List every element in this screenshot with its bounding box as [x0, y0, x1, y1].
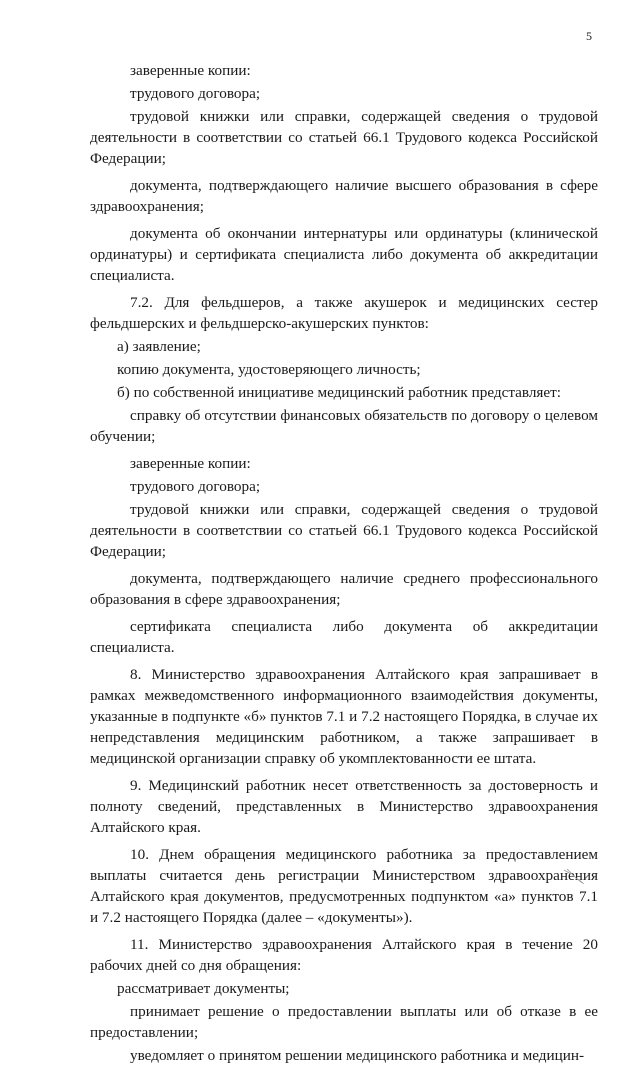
paragraph: справку об отсутствии финансовых обязательств по договору о целевом обучении;: [90, 407, 598, 445]
paragraph: принимает решение о предоставлении выплаты или об отказе в ее предоставлении;: [90, 1003, 598, 1041]
paragraph: документа об окончании интернатуры или ординатуры (клинической ординатуры) и сертификата специалиста либо документа об аккредитации специалиста.: [90, 225, 598, 284]
paragraph: 11. Министерство здравоохранения Алтайского края в течение 20 рабочих дней со дня обращения:: [90, 936, 598, 974]
paragraph: документа, подтверждающего наличие высшего образования в сфере здравоохранения;: [90, 177, 598, 215]
paragraph: трудового договора;: [130, 85, 261, 102]
paragraph: заверенные копии:: [130, 455, 251, 472]
paragraph: копию документа, удостоверяющего личность;: [117, 361, 421, 378]
paragraph: 7.2. Для фельдшеров, а также акушерок и медицинских сестер фельдшерских и фельдшерско-акушерских пунктов:: [90, 294, 598, 332]
paragraph: уведомляет о принятом решении медицинского работника и медицин-: [130, 1047, 585, 1064]
paragraph: заверенные копии:: [130, 62, 251, 79]
paragraph: сертификата специалиста либо документа об аккредитации специалиста.: [90, 618, 598, 656]
paragraph: 9. Медицинский работник несет ответственность за достоверность и полноту сведений, представленных в Министерство здравоохранения Алтайского края.: [90, 777, 598, 836]
paragraph: документа, подтверждающего наличие среднего профессионального образования в сфере здравоохранения;: [90, 570, 598, 608]
document-body: [90, 60, 598, 1068]
page-number: 5: [586, 29, 592, 43]
paragraph: трудового договора;: [130, 478, 261, 495]
paragraph: трудовой книжки или справки, содержащей сведения о трудовой деятельности в соответствии со статьей 66.1 Трудового кодекса Российской Федерации;: [90, 108, 598, 167]
paragraph: рассматривает документы;: [117, 980, 290, 997]
initials-mark: [562, 866, 586, 886]
paragraph: 10. Днем обращения медицинского работника за предоставлением выплаты считается день регистрации Министерством здравоохранения Алтайского края документов, предусмотренных подпунктом «а» пунктов 7.1 и 7.2 настоящего Порядка (далее – «документы»).: [90, 846, 598, 926]
paragraph: 8. Министерство здравоохранения Алтайского края запрашивает в рамках межведомственного информационного взаимодействия документы, указанные в подпункте «б» пунктов 7.1 и 7.2 настоящего Порядка, в случае их непредставления медицинским работником, а также запрашивает в медицинской организации справку об укомплектованности ее штата.: [90, 666, 598, 767]
paragraph: а) заявление;: [117, 338, 201, 355]
paragraph: б) по собственной инициативе медицинский работник представляет:: [117, 384, 562, 401]
paragraph: трудовой книжки или справки, содержащей сведения о трудовой деятельности в соответствии со статьей 66.1 Трудового кодекса Российской Федерации;: [90, 501, 598, 560]
